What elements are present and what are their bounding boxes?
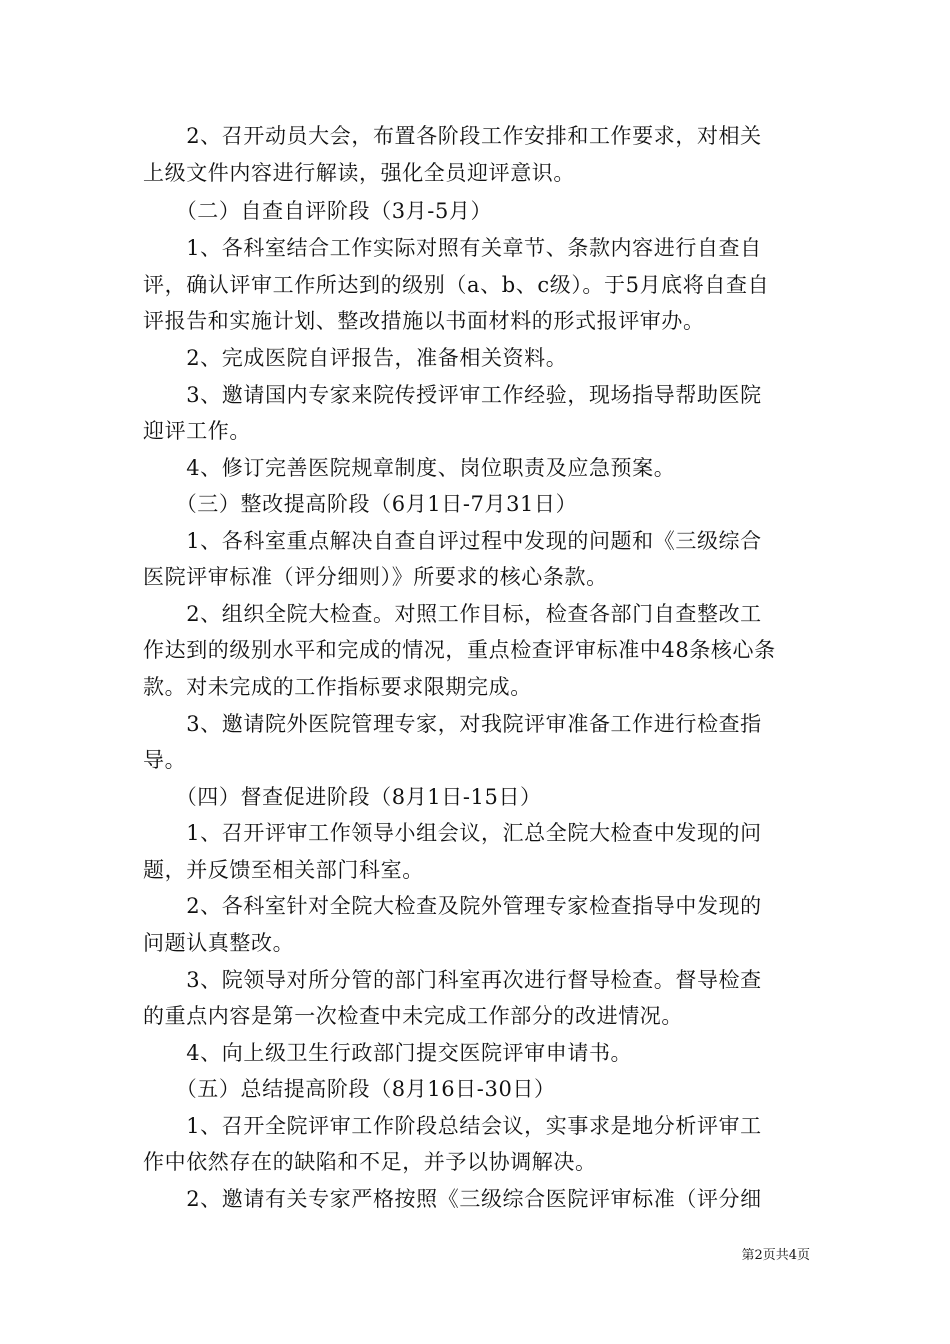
- text-line: 2、召开动员大会，布置各阶段工作安排和工作要求，对相关: [143, 124, 762, 148]
- text-line: 题，并反馈至相关部门科室。: [143, 858, 424, 882]
- text-line: 评，确认评审工作所达到的级别（a、b、c级）。于5月底将自查自: [143, 273, 770, 297]
- text-line: 1、召开全院评审工作阶段总结会议，实事求是地分析评审工: [143, 1114, 762, 1138]
- text-line: 1、各科室重点解决自查自评过程中发现的问题和《三级综合: [143, 529, 762, 553]
- text-line: 上级文件内容进行解读，强化全员迎评意识。: [143, 161, 575, 185]
- text-line: 问题认真整改。: [143, 931, 295, 955]
- text-line: 2、各科室针对全院大检查及院外管理专家检查指导中发现的: [143, 894, 762, 918]
- text-line: 1、各科室结合工作实际对照有关章节、条款内容进行自查自: [143, 236, 762, 260]
- text-line: 1、召开评审工作领导小组会议，汇总全院大检查中发现的问: [143, 821, 762, 845]
- text-line: 作中依然存在的缺陷和不足，并予以协调解决。: [143, 1150, 597, 1174]
- text-line: 作达到的级别水平和完成的情况，重点检查评审标准中48条核心条: [143, 638, 776, 662]
- text-line: 2、完成医院自评报告，准备相关资料。: [143, 346, 568, 370]
- text-line: 医院评审标准（评分细则）》所要求的核心条款。: [143, 565, 608, 589]
- text-line: 3、邀请院外医院管理专家，对我院评审准备工作进行检查指: [143, 712, 762, 736]
- text-line: 4、向上级卫生行政部门提交医院评审申请书。: [143, 1041, 633, 1065]
- text-line: 款。对未完成的工作指标要求限期完成。: [143, 675, 532, 699]
- section-heading: （二）自查自评阶段（3月-5月）: [143, 199, 493, 223]
- section-heading: （四）督查促进阶段（8月1日-15日）: [143, 785, 542, 809]
- text-line: 2、邀请有关专家严格按照《三级综合医院评审标准（评分细: [143, 1187, 762, 1211]
- section-heading: （三）整改提高阶段（6月1日-7月31日）: [143, 492, 578, 516]
- section-heading: （五）总结提高阶段（8月16日-30日）: [143, 1077, 556, 1101]
- text-line: 迎评工作。: [143, 419, 251, 443]
- text-line: 4、修订完善医院规章制度、岗位职责及应急预案。: [143, 456, 676, 480]
- text-line: 3、邀请国内专家来院传授评审工作经验，现场指导帮助医院: [143, 383, 762, 407]
- text-line: 2、组织全院大检查。对照工作目标，检查各部门自查整改工: [143, 602, 762, 626]
- text-line: 评报告和实施计划、整改措施以书面材料的形式报评审办。: [143, 309, 705, 333]
- text-line: 的重点内容是第一次检查中未完成工作部分的改进情况。: [143, 1004, 683, 1028]
- page-number: 第2页共4页: [741, 1248, 810, 1263]
- text-line: 3、院领导对所分管的部门科室再次进行督导检查。督导检查: [143, 968, 762, 992]
- text-line: 导。: [143, 748, 187, 772]
